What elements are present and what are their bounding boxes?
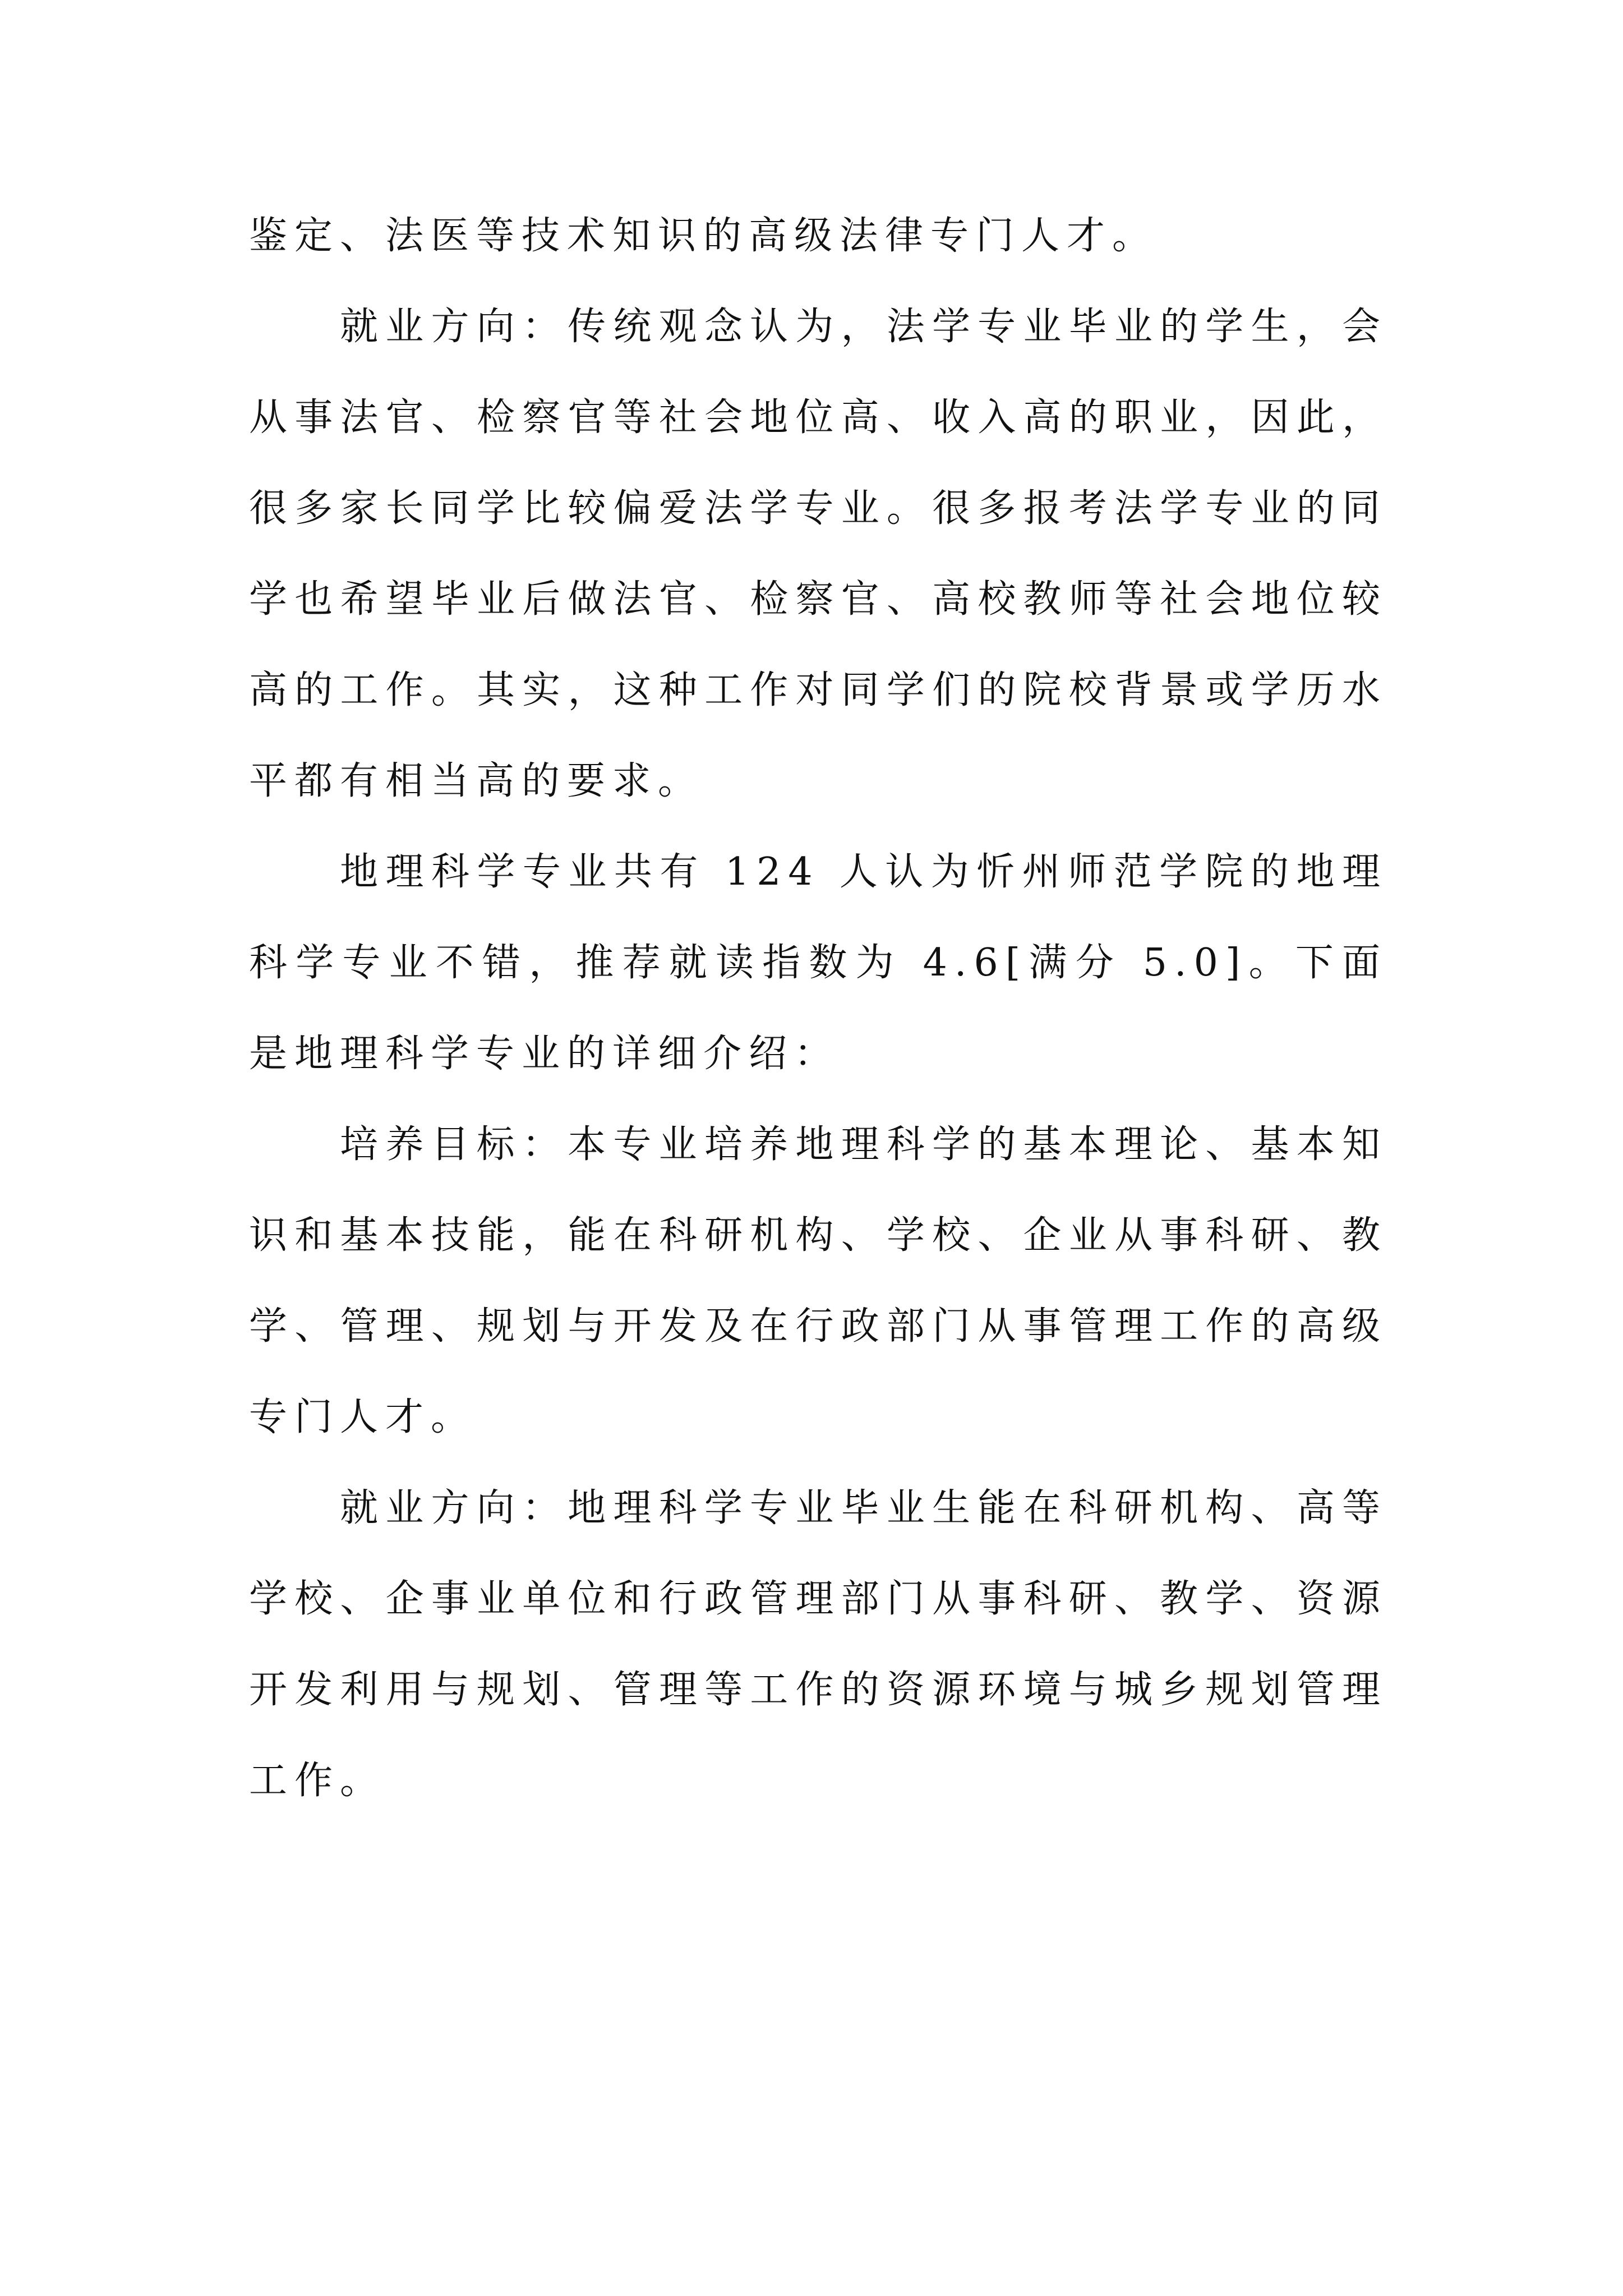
paragraph-geography-intro: 地理科学专业共有 124 人认为忻州师范学院的地理科学专业不错，推荐就读指数为 4.6[满分 5.0]。下面是地理科学专业的详细介绍： bbox=[249, 850, 1387, 1076]
paragraph-geography-employment: 就业方向：地理科学专业毕业生能在科研机构、高等学校、企事业单位和行政管理部门从事科研、教学、资源开发利用与规划、管理等工作的资源环境与城乡规划管理工作。 bbox=[249, 1486, 1387, 1803]
paragraph-geography-objective: 培养目标：本专业培养地理科学的基本理论、基本知识和基本技能，能在科研机构、学校、企业从事科研、教学、管理、规划与开发及在行政部门从事管理工作的高级专门人才。 bbox=[249, 1122, 1387, 1439]
document-body bbox=[249, 191, 1387, 1826]
paragraph-law-employment: 就业方向：传统观念认为，法学专业毕业的学生，会从事法官、检察官等社会地位高、收入高的职业，因此，很多家长同学比较偏爱法学专业。很多报考法学专业的同学也希望毕业后做法官、检察官、高校教师等社会地位较高的工作。其实，这种工作对同学们的院校背景或学历水平都有相当高的要求。 bbox=[249, 305, 1387, 803]
paragraph-continuation: 鉴定、法医等技术知识的高级法律专门人才。 bbox=[249, 214, 1158, 258]
